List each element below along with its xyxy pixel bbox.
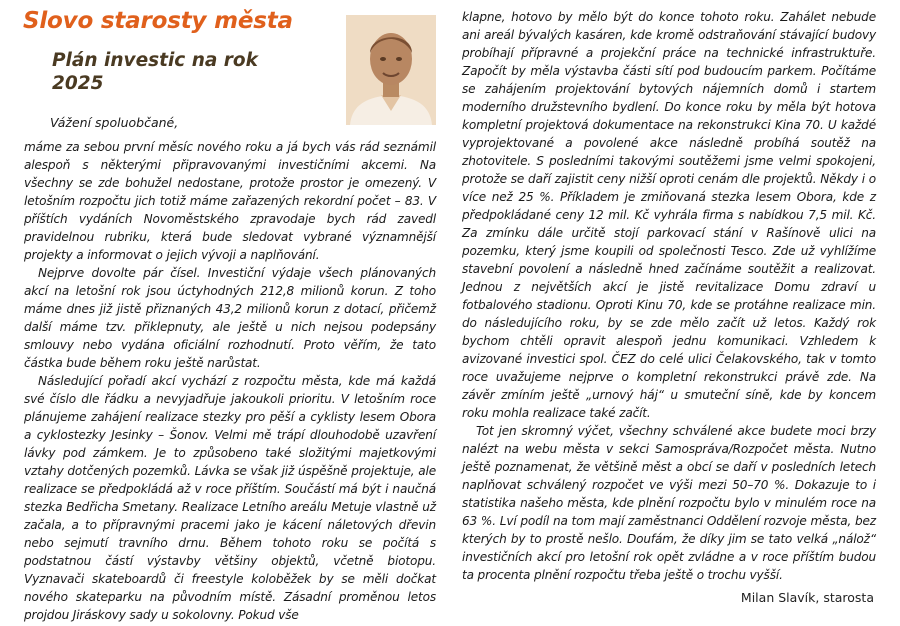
- paragraph: Tot jen skromný výčet, všechny schválené akce budete moci brzy nalézt na webu města v sekci Samospráva/Rozpočet města. Nutno ještě poznamenat, že většině měst a obcí se daří v posledních letech naplňovat schválený rozpočet ve výši mezi 50–70 %. Dokazuje to i statistika našeho města, kde plnění rozpočtu bylo v minulém roce na 63 %. Lví podíl na tom mají zaměstnanci Oddělení rozvoje města, bez kterých by to prostě nešlo. Doufám, že díky jim se tato velká „nálož“ investičních akcí pro letošní rok opět zvládne a v roce příštím budou ta procenta plnění rozpočtu třeba ještě o trochu vyšší.: [462, 424, 876, 582]
- portrait-photo: [346, 15, 436, 125]
- portrait-photo-icon: [346, 15, 436, 125]
- paragraph: máme za sebou první měsíc nového roku a já bych vás rád seznámil alespoň s některými připravovanými investičními akcemi. Na všechny se zde bohužel nedostane, protože prostor je omezený. V letošním rozpočtu jich totiž máme zařazených rekordní počet – 83. V příštích vydáních Novoměstského zpravodaje bych rád zavedl pravidelnou rubriku, která bude sledovat vybrané významnější projekty a informovat o jejich vývoji a naplňování.: [24, 140, 436, 262]
- paragraph: Následující pořadí akcí vychází z rozpočtu města, kde má každá své číslo dle řádku a nevyjadřuje jakoukoli prioritu. V letošním roce plánujeme zahájení realizace stezky pro pěší a cyklisty lesem Obora a cyklostezky Jesinky – Šonov. Velmi mě trápí dlouhodobě uzavření lávky pod zámkem. Je to způsobeno také složitými majetkovými vztahy dotčených pozemků. Lávka se však již úspěšně projektuje, ale realizace se předpokládá až v roce příštím. Součástí má být i naučná stezka Bedřicha Smetany. Realizace Letního areálu Metuje vlastně už začala, a to přípravnými pracemi jako je kácení náletových dřevin nebo sejmutí travního drnu. Během tohoto roku se počítá s podstatnou částí výstavby většiny objektů, včetně biotopu. Vyznavači skateboardů či freestyle koloběžek by se měli dočkat nového skateparku na původním místě. Zásadní proměnou letos projdou Jiráskovy sady u sokolovny. Pokud vše: [24, 374, 436, 622]
- paragraph: klapne, hotovo by mělo být do konce tohoto roku. Zahálet nebude ani areál bývalých kasáren, kde kromě odstraňování stávající budovy probíhají přípravné a projekční práce na technické infrastruktuře. Započít by měla výstavba části sítí pod budoucím parkem. Počítáme se zahájením projektování bytových nájemních domů i startem moderního družstevního bydlení. Do konce roku by měla být hotova kompletní projektová dokumentace na rekonstrukci Kina 70. U každé vyprojektované a povolené akce následně probíhá soutěž na zhotovitele. S posledními takovými soutěžemi jsme velmi spokojeni, protože se daří zajistit ceny nižší oproti cenám dle projektů. Někdy i o více než 25 %. Příkladem je zmiňovaná stezka lesem Obora, kde z předpokládané ceny 12 mil. Kč vyhrála firma s nabídkou 7,5 mil. Kč. Za zmínku dále určitě stojí parkovací stání v Rašínově ulici na pozemku, který jsme koupili od společnosti Tesco. Zde už vyhlížíme stavební povolení a následně hned začínáme soutěžit a realizovat. Jednou z největších akcí je jistě revitalizace Domu zdraví u fotbalového stadionu. Oproti Kinu 70, kde se protáhne realizace min. do následujícího roku, by se zde mělo začít už letos. Každý rok bychom chtěli opravit alespoň jednu komunikaci. Vzhledem k avizované investici spol. ČEZ do celé ulici Čelakovského, tak v tomto roce uvažujeme nejprve o kompletní rekonstrukci právě zde. Na závěr zmíním ještě „urnový háj“ u smuteční síně, kde by koncem roku mohla realizace také začít.: [462, 10, 876, 420]
- page-title: Slovo starosty města: [23, 8, 293, 34]
- greeting: Vážení spoluobčané,: [50, 115, 179, 130]
- letter-column-right: [462, 8, 876, 584]
- paragraph: Nejprve dovolte pár čísel. Investiční výdaje všech plánovaných akcí na letošní rok jsou úctyhodných 212,8 milionů korun. Z toho máme dnes již jistě přiznaných 43,2 milionů korun z dotací, přičemž další máme tzv. přiklepnuty, ale ještě u nich nejsou podepsány smlouvy nebo vydána oficiální rozhodnutí. Proto věřím, že tato částka bude během roku ještě narůstat.: [24, 266, 436, 370]
- signature: Milan Slavík, starosta: [740, 590, 874, 605]
- letter-column-left: [24, 138, 436, 624]
- article-subtitle: Plán investic na rok 2025: [52, 50, 258, 94]
